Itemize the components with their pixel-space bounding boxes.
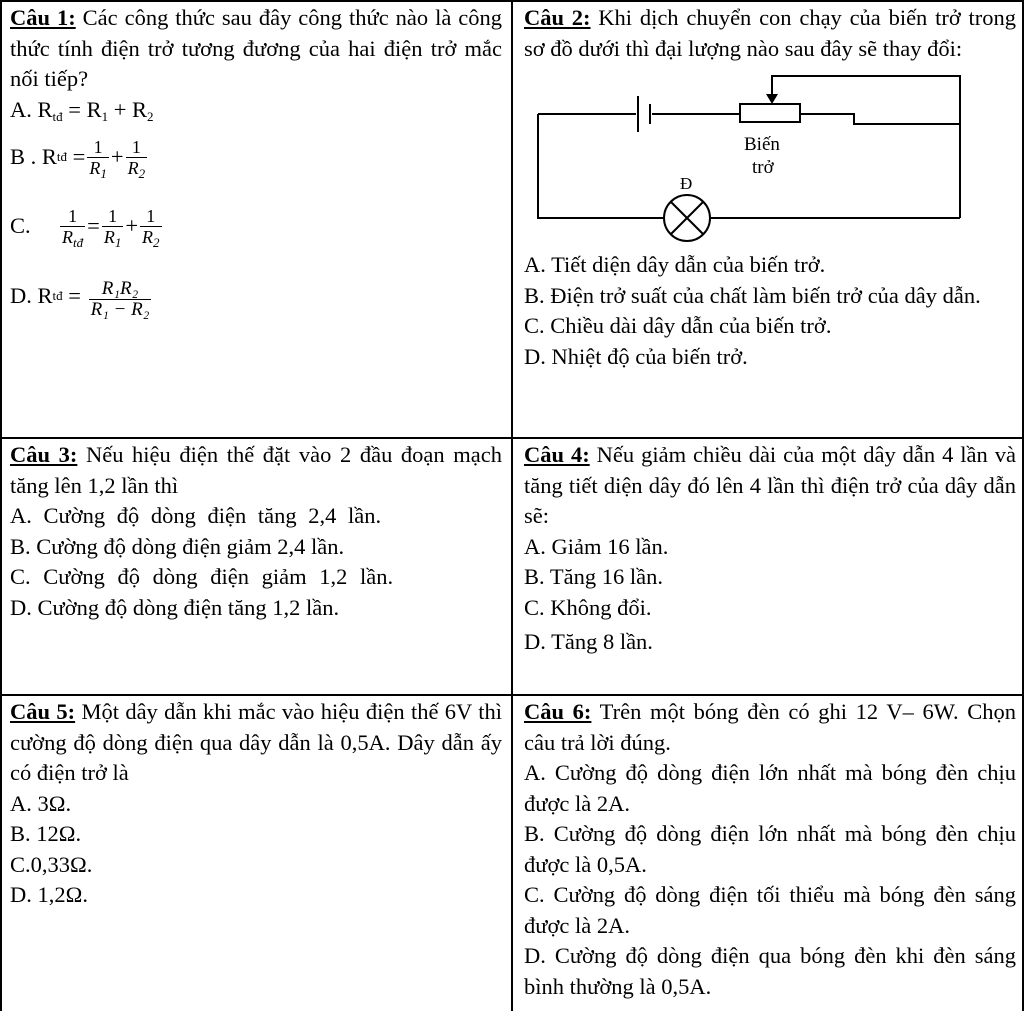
question-3-label: Câu 3:: [10, 442, 78, 467]
question-4-option-c: C. Không đổi.: [524, 594, 652, 620]
fraction: [60, 205, 85, 250]
option-letter: C.: [10, 212, 31, 238]
question-2-stem: [524, 3, 1016, 64]
rheostat-label-line-2: trở: [752, 157, 774, 178]
formula-part: R: [142, 226, 154, 247]
question-2-options: [524, 250, 1016, 372]
question-2-cell: [524, 3, 1016, 372]
rheostat-icon: [740, 104, 800, 122]
formula-part: R: [62, 226, 73, 247]
question-1-cell: [10, 3, 502, 327]
formula-subscript: tđ: [73, 234, 84, 250]
fraction-numerator: 1: [93, 136, 103, 157]
question-5-label: Câu 5:: [10, 699, 76, 724]
question-2-label: Câu 2:: [524, 5, 591, 30]
formula-part: = R: [62, 96, 102, 122]
formula-part: +: [125, 212, 139, 238]
question-4-option-a: A. Giảm 16 lần.: [524, 533, 669, 559]
question-4-stem: [524, 440, 1016, 532]
formula-part: + R: [108, 96, 148, 122]
option-letter: B .: [10, 143, 42, 169]
formula-part: R: [127, 157, 139, 178]
question-4-option-d: D. Tăng 8 lần.: [524, 629, 653, 654]
lamp-label: Đ: [680, 174, 693, 193]
slider-arrow-icon: [766, 94, 778, 104]
question-4-label: Câu 4:: [524, 442, 590, 467]
fraction-denominator: [140, 226, 162, 250]
formula-part: =: [62, 282, 87, 308]
question-5-text: Một dây dẫn khi mắc vào hiệu điện thế 6V thì cường độ dòng điện qua dây dẫn là 0,5A. Dây dẫn ấy có điện trở là: [10, 699, 502, 785]
formula-subscript: tđ: [52, 108, 63, 124]
fraction-numerator: 1: [68, 205, 78, 226]
column-divider: [511, 0, 513, 1011]
question-6-stem: [524, 697, 1016, 758]
question-3-option-a: A. Cường độ dòng điện tăng 2,4 lần.: [10, 503, 382, 528]
fraction-denominator: [102, 226, 124, 250]
fraction-numerator: R₁R₂: [101, 277, 139, 299]
circuit-diagram: [524, 70, 994, 250]
question-2-option-a: A. Tiết diện dây dẫn của biến trở.: [524, 252, 826, 277]
question-1-option-d: D. R tđ = $\frac{\text{R₁R₂}}{\text{R₁ − R₂}}$: [10, 277, 150, 320]
question-4-option-b: B. Tăng 16 lần.: [524, 564, 663, 589]
question-3-text: Nếu hiệu điện thế đặt vào 2 đầu đoạn mạch tăng lên 1,2 lần thì: [10, 442, 502, 498]
question-5-stem: [10, 697, 502, 789]
fraction: [87, 136, 109, 181]
fraction: [140, 205, 162, 250]
formula-subscript: 1: [114, 234, 122, 250]
rheostat-label-line-1: Biến: [744, 134, 780, 155]
question-5-option-a: A. 3Ω.: [10, 790, 72, 816]
fraction-denominator: [87, 157, 109, 181]
formula-part: R: [103, 226, 115, 247]
question-6-label: Câu 6:: [524, 699, 592, 724]
question-1-text: Các công thức sau đây công thức nào là công thức tính điện trở tương đương của hai điện trở mắc nối tiếp?: [10, 5, 502, 91]
question-6-option-d: D. Cường độ dòng điện qua bóng đèn khi đèn sáng bình thường là 0,5A.: [524, 943, 1016, 999]
question-3-option-d: D. Cường độ dòng điện tăng 1,2 lần.: [10, 594, 340, 620]
question-1-option-c: [10, 195, 502, 257]
formula-subscript: 2: [153, 234, 160, 250]
question-3-option-c: C. Cường độ dòng điện giảm 1,2 lần.: [10, 564, 394, 589]
formula-subscript: 2: [147, 108, 154, 124]
fraction-numerator: 1: [131, 136, 141, 157]
question-6-option-c: C. Cường độ dòng điện tối thiểu mà bóng đèn sáng được là 2A.: [524, 882, 1016, 938]
formula-part: R: [37, 96, 53, 122]
question-1-stem: [10, 3, 502, 95]
question-6-option-b: B. Cường độ dòng điện lớn nhất mà bóng đèn chịu được là 0,5A.: [524, 821, 1016, 877]
formula-part: R: [37, 282, 53, 308]
question-3-option-b: B. Cường độ dòng điện giảm 2,4 lần.: [10, 533, 345, 559]
question-1-option-a: [10, 95, 502, 126]
question-6-cell: [524, 697, 1016, 1002]
question-3-cell: [10, 440, 502, 623]
row-divider-2: [0, 694, 1024, 696]
fraction-denominator: [126, 157, 148, 181]
fraction: [126, 136, 148, 181]
fraction-denominator: [60, 226, 85, 250]
question-4-cell: [524, 440, 1016, 658]
formula-part: =: [87, 212, 100, 238]
fraction-denominator: R₁ − R₂: [90, 298, 150, 320]
formula-part: R: [89, 157, 101, 178]
formula-subscript: 1: [100, 165, 107, 181]
question-1-option-b: B . R tđ = $\frac{1}{R_1}$ + $\frac{1}{R_2}$: [10, 136, 146, 181]
option-letter: A.: [10, 96, 38, 122]
question-6-text: Trên một bóng đèn có ghi 12 V– 6W. Chọn câu trả lời đúng.: [524, 699, 1016, 755]
question-2-text: Khi dịch chuyển con chạy của biến trở trong sơ đồ dưới thì đại lượng nào sau đây sẽ thay đổi:: [524, 5, 1016, 61]
question-6-option-a: A. Cường độ dòng điện lớn nhất mà bóng đèn chịu được là 2A.: [524, 760, 1016, 816]
formula-subscript: 1: [101, 108, 109, 124]
question-1-label: Câu 1:: [10, 5, 76, 30]
formula-part: +: [110, 143, 124, 169]
question-5-option-d: D. 1,2Ω.: [10, 882, 88, 907]
circuit-wire: [800, 114, 960, 218]
question-5-option-b: B. 12Ω.: [10, 821, 82, 846]
fraction-numerator: 1: [108, 205, 118, 226]
question-2-option-b: B. Điện trở suất của chất làm biến trở của dây dẫn.: [524, 282, 981, 308]
fraction-numerator: 1: [146, 205, 156, 226]
question-3-stem: [10, 440, 502, 501]
question-5-cell: [10, 697, 502, 911]
fraction: [89, 279, 152, 320]
question-4-text: Nếu giảm chiều dài của một dây dẫn 4 lần và tăng tiết diện dây đó lên 4 lần thì điện trở của dây dẫn sẽ:: [524, 442, 1016, 528]
formula-part: =: [67, 143, 86, 169]
question-2-option-d: D. Nhiệt độ của biến trở.: [524, 343, 748, 369]
fraction: [102, 205, 124, 250]
row-divider-1: [0, 437, 1024, 439]
circuit-wire: [538, 114, 664, 218]
question-2-option-c: C. Chiều dài dây dẫn của biến trở.: [524, 313, 832, 338]
table-border-left: [0, 0, 2, 1011]
formula-part: R: [41, 143, 57, 169]
question-5-option-c: C.0,33Ω.: [10, 851, 93, 877]
formula-subscript: 2: [138, 165, 146, 181]
option-letter: D.: [10, 282, 38, 308]
